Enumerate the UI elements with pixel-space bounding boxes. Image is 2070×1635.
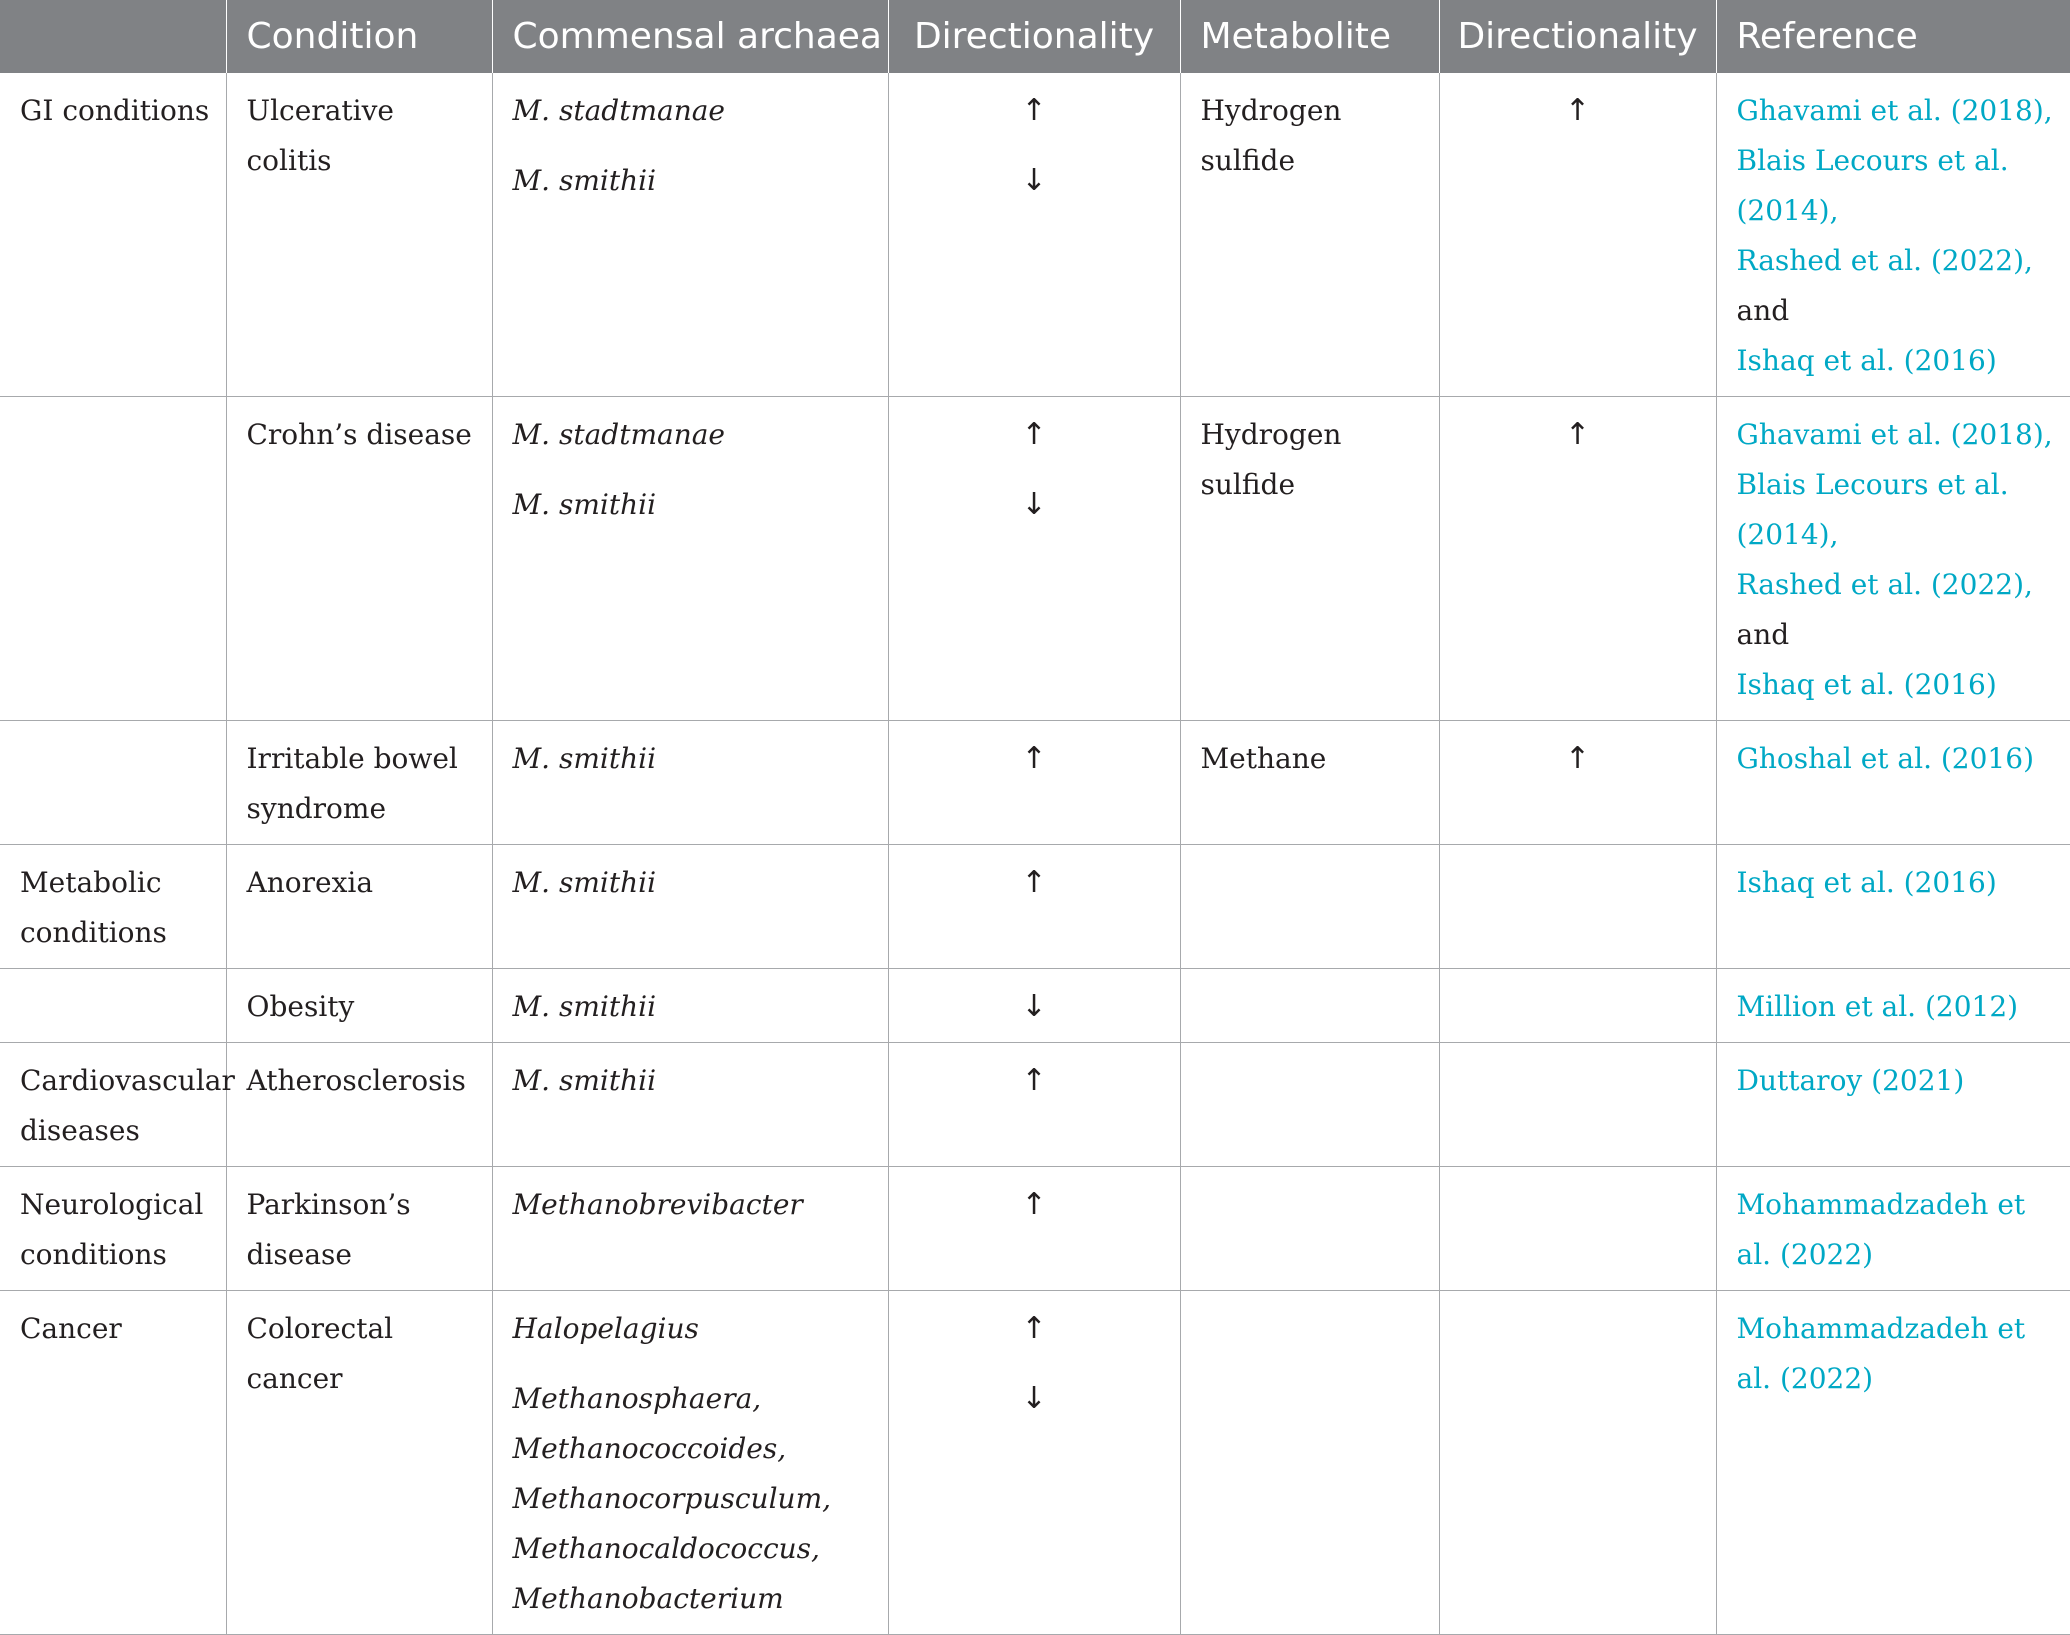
header-group xyxy=(0,0,226,73)
reference-link[interactable]: Ghavami et al. (2018), xyxy=(1736,94,2053,127)
header-commensal-archaea: Commensal archaea xyxy=(492,0,888,73)
reference-link[interactable]: Ghoshal et al. (2016) xyxy=(1736,742,2034,775)
directionality-cell xyxy=(888,721,1180,845)
group-cell: GI conditions xyxy=(0,73,226,397)
table-row xyxy=(0,1043,2070,1167)
archaea-cell xyxy=(492,397,888,721)
metabolite-directionality-cell xyxy=(1439,1167,1716,1291)
group-cell xyxy=(0,721,226,845)
directionality-cell xyxy=(888,969,1180,1043)
metabolite-cell xyxy=(1180,1291,1439,1635)
archaea-cell: M. smithii xyxy=(492,845,888,969)
up-arrow-icon: ↑ xyxy=(1021,741,1047,776)
condition-cell: Crohn’s disease xyxy=(226,397,492,721)
metabolite-cell xyxy=(1180,1043,1439,1167)
archaea-name: Halopelagius xyxy=(512,1312,699,1345)
header-directionality-archaea: Directionality xyxy=(888,0,1180,73)
directionality-cell xyxy=(888,1167,1180,1291)
metabolite-cell xyxy=(1180,845,1439,969)
table-row xyxy=(0,969,2070,1043)
reference-cell xyxy=(1716,1291,2070,1635)
reference-conjunction: and xyxy=(1736,294,1790,327)
archaea-name: M. smithii xyxy=(512,164,657,197)
reference-conjunction: and xyxy=(1736,618,1790,651)
condition-cell: Obesity xyxy=(226,969,492,1043)
down-arrow-icon: ↓ xyxy=(1021,989,1047,1024)
reference-link[interactable]: Rashed et al. (2022), xyxy=(1736,244,2033,277)
header-row xyxy=(0,0,2070,73)
up-arrow-icon: ↑ xyxy=(1564,93,1591,128)
metabolite-directionality-cell xyxy=(1439,1291,1716,1635)
up-arrow-icon: ↑ xyxy=(1021,1063,1047,1098)
header-condition: Condition xyxy=(226,0,492,73)
group-cell: Cancer xyxy=(0,1291,226,1635)
metabolite-cell xyxy=(1180,1167,1439,1291)
condition-cell: Atherosclerosis xyxy=(226,1043,492,1167)
reference-cell xyxy=(1716,1043,2070,1167)
archaea-name: M. stadtmanae xyxy=(512,418,726,451)
reference-link[interactable]: Ishaq et al. (2016) xyxy=(1736,866,1997,899)
condition-cell: Parkinson’s disease xyxy=(226,1167,492,1291)
down-arrow-icon: ↓ xyxy=(1021,1381,1047,1416)
reference-cell xyxy=(1716,721,2070,845)
archaea-cell xyxy=(492,73,888,397)
up-arrow-icon: ↑ xyxy=(1021,93,1047,128)
group-cell: Metabolic conditions xyxy=(0,845,226,969)
condition-cell: Colorectal cancer xyxy=(226,1291,492,1635)
up-arrow-icon: ↑ xyxy=(1564,741,1591,776)
archaea-name: Methanosphaera, Methanococcoides, Methanocorpusculum, Methanocaldococcus, Methanobacterium xyxy=(512,1382,832,1615)
metabolite-cell: Methane xyxy=(1180,721,1439,845)
up-arrow-icon: ↑ xyxy=(1021,865,1047,900)
table-body xyxy=(0,73,2070,1635)
archaea-name: M. stadtmanae xyxy=(512,94,726,127)
down-arrow-icon: ↓ xyxy=(1021,163,1047,198)
directionality-cell xyxy=(888,1043,1180,1167)
archaea-cell xyxy=(492,1291,888,1635)
up-arrow-icon: ↑ xyxy=(1564,417,1591,452)
down-arrow-icon: ↓ xyxy=(1021,487,1047,522)
group-cell: Neurological conditions xyxy=(0,1167,226,1291)
table-row xyxy=(0,721,2070,845)
reference-link[interactable]: Mohammadzadeh et al. (2022) xyxy=(1736,1312,2026,1395)
group-cell: Cardiovascular diseases xyxy=(0,1043,226,1167)
table-row xyxy=(0,845,2070,969)
condition-cell: Irritable bowel syndrome xyxy=(226,721,492,845)
up-arrow-icon: ↑ xyxy=(1021,1311,1047,1346)
metabolite-directionality-cell xyxy=(1439,73,1716,397)
table-row xyxy=(0,73,2070,397)
reference-cell xyxy=(1716,397,2070,721)
metabolite-directionality-cell xyxy=(1439,1043,1716,1167)
reference-cell xyxy=(1716,969,2070,1043)
condition-cell: Ulcerative colitis xyxy=(226,73,492,397)
table-row xyxy=(0,397,2070,721)
archaea-cell: M. smithii xyxy=(492,1043,888,1167)
group-cell xyxy=(0,397,226,721)
table-row xyxy=(0,1291,2070,1635)
group-cell xyxy=(0,969,226,1043)
reference-link[interactable]: Blais Lecours et al. (2014), xyxy=(1736,144,2009,227)
up-arrow-icon: ↑ xyxy=(1021,417,1047,452)
archaea-name: M. smithii xyxy=(512,488,657,521)
archaea-cell: Methanobrevibacter xyxy=(492,1167,888,1291)
metabolite-directionality-cell xyxy=(1439,969,1716,1043)
reference-link[interactable]: Duttaroy (2021) xyxy=(1736,1064,1965,1097)
directionality-cell xyxy=(888,1291,1180,1635)
directionality-cell xyxy=(888,73,1180,397)
reference-link[interactable]: Ishaq et al. (2016) xyxy=(1736,344,1997,377)
directionality-cell xyxy=(888,845,1180,969)
archaea-cell: M. smithii xyxy=(492,721,888,845)
reference-link[interactable]: Mohammadzadeh et al. (2022) xyxy=(1736,1188,2026,1271)
reference-link[interactable]: Ghavami et al. (2018), xyxy=(1736,418,2053,451)
reference-link[interactable]: Million et al. (2012) xyxy=(1736,990,2019,1023)
metabolite-cell: Hydrogen sulfide xyxy=(1180,397,1439,721)
directionality-cell xyxy=(888,397,1180,721)
metabolite-directionality-cell xyxy=(1439,397,1716,721)
archaea-cell: M. smithii xyxy=(492,969,888,1043)
reference-link[interactable]: Rashed et al. (2022), xyxy=(1736,568,2033,601)
header-directionality-metabolite: Directionality xyxy=(1439,0,1716,73)
reference-cell xyxy=(1716,73,2070,397)
up-arrow-icon: ↑ xyxy=(1021,1187,1047,1222)
header-reference: Reference xyxy=(1716,0,2070,73)
metabolite-directionality-cell xyxy=(1439,721,1716,845)
table-row xyxy=(0,1167,2070,1291)
table-header xyxy=(0,0,2070,73)
metabolite-directionality-cell xyxy=(1439,845,1716,969)
reference-link[interactable]: Blais Lecours et al. (2014), xyxy=(1736,468,2009,551)
header-metabolite: Metabolite xyxy=(1180,0,1439,73)
reference-cell xyxy=(1716,1167,2070,1291)
metabolite-cell xyxy=(1180,969,1439,1043)
metabolite-cell: Hydrogen sulfide xyxy=(1180,73,1439,397)
condition-cell: Anorexia xyxy=(226,845,492,969)
reference-cell xyxy=(1716,845,2070,969)
reference-link[interactable]: Ishaq et al. (2016) xyxy=(1736,668,1997,701)
